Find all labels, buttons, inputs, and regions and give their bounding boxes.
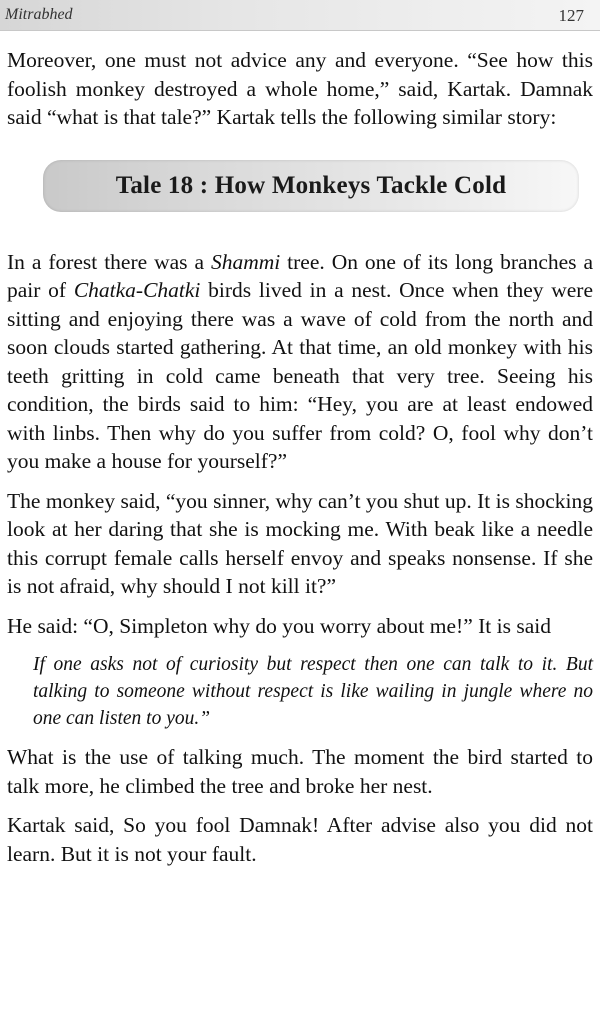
story-paragraph-1 — [7, 248, 593, 476]
story-paragraph-4: What is the use of talking much. The moment the bird started to talk more, he climbed the tree and broke her nest. — [7, 745, 593, 798]
text-run: tree. On one of its long branches a pair of — [7, 249, 593, 302]
page-number: 127 — [558, 6, 584, 25]
running-header — [0, 0, 600, 31]
intro-paragraph: Moreover, one must not advice any and everyone. “See how this foolish monkey destroyed a whole home,” said, Kartak. Damnak said “what is that tale?” Kartak tells the following similar story: — [7, 48, 593, 129]
tale-title-banner — [43, 160, 579, 212]
text-run: In a forest there was a — [7, 249, 211, 274]
text-run: birds lived in a nest. Once when they were sitting and enjoying there was a wave of cold from the north and soon clouds started gathering. At that time, an old monkey with his teeth gritting in cold came beneath that very tree. Seeing his condition, the birds said to him: “Hey, you are at least endowed with linbs. Then why do you suffer from cold? O, fool why don’t you make a house for yourself?” — [7, 278, 594, 473]
block-quote: If one asks not of curiosity but respect then one can talk to it. But talking to someone without respect is like wailing in jungle where no one can listen to you.” — [33, 654, 593, 729]
italic-tree-name: Shammi — [210, 249, 281, 274]
tale-title: Tale 18 : How Monkeys Tackle Cold — [115, 171, 507, 199]
page-body — [7, 46, 593, 879]
story-paragraph-3: He said: “O, Simpleton why do you worry about me!” It is said — [7, 613, 551, 638]
italic-bird-name: Chatka-Chatki — [73, 278, 201, 302]
story-paragraph-2: The monkey said, “you sinner, why can’t you shut up. It is shocking look at her daring that she is mocking me. With beak like a needle this corrupt female calls herself envoy and speaks nonsense. If she is not afraid, why should I not kill it?” — [7, 488, 593, 598]
running-head-title: Mitrabhed — [5, 6, 73, 23]
story-paragraph-5: Kartak said, So you fool Damnak! After advise also you did not learn. But it is not your fault. — [7, 813, 593, 866]
